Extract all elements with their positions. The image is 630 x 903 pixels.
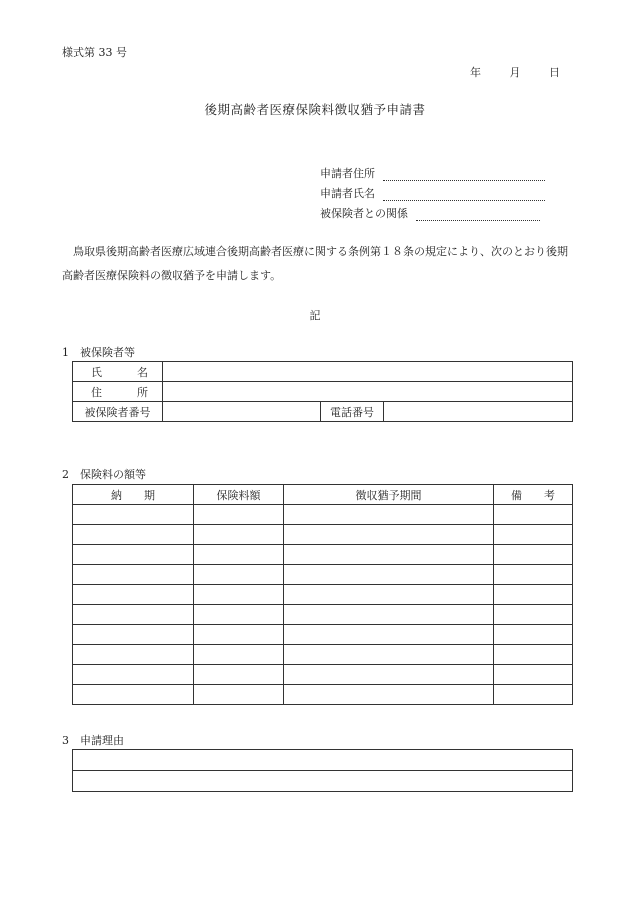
applicant-address-field[interactable] bbox=[383, 170, 545, 181]
applicant-relation-field[interactable] bbox=[416, 210, 540, 221]
due-date-cell[interactable] bbox=[73, 665, 194, 685]
deferral-period-cell[interactable] bbox=[284, 545, 494, 565]
premium-row bbox=[73, 665, 573, 685]
remarks-cell[interactable] bbox=[494, 585, 573, 605]
applicant-address-label: 申請者住所 bbox=[320, 167, 375, 180]
due-date-cell[interactable] bbox=[73, 565, 194, 585]
applicant-relation-label: 被保険者との関係 bbox=[320, 207, 408, 220]
insured-name-row bbox=[73, 362, 573, 382]
applicant-name-label: 申請者氏名 bbox=[320, 187, 375, 200]
insured-name-label-char1: 氏 bbox=[91, 365, 102, 379]
premium-row bbox=[73, 525, 573, 545]
premium-header-row bbox=[73, 485, 573, 505]
remarks-cell[interactable] bbox=[494, 565, 573, 585]
body-text-content: 鳥取県後期高齢者医療広域連合後期高齢者医療に関する条例第１８条の規定により、次のとおり後期高齢者医療保険料の徴収猶予を申請します。 bbox=[62, 245, 568, 282]
ki-mark: 記 bbox=[309, 309, 321, 322]
remarks-cell[interactable] bbox=[494, 545, 573, 565]
phone-field[interactable] bbox=[384, 402, 573, 422]
section-1-title: 被保険者等 bbox=[80, 346, 135, 359]
premium-row bbox=[73, 625, 573, 645]
date-year: 年 bbox=[470, 66, 481, 79]
premium-amount-cell[interactable] bbox=[194, 685, 284, 705]
phone-label: 電話番号 bbox=[321, 402, 384, 422]
remarks-cell[interactable] bbox=[494, 505, 573, 525]
date-line bbox=[470, 64, 560, 80]
premium-amount-cell[interactable] bbox=[194, 565, 284, 585]
due-date-cell[interactable] bbox=[73, 505, 194, 525]
premium-amount-cell[interactable] bbox=[194, 585, 284, 605]
section-2-number: 2 bbox=[62, 468, 69, 481]
deferral-period-cell[interactable] bbox=[284, 605, 494, 625]
insured-address-label-char1: 住 bbox=[91, 385, 102, 399]
premium-row bbox=[73, 505, 573, 525]
remarks-cell[interactable] bbox=[494, 645, 573, 665]
premium-amount-cell[interactable] bbox=[194, 525, 284, 545]
premium-amount-cell[interactable] bbox=[194, 605, 284, 625]
premium-row bbox=[73, 605, 573, 625]
premium-table bbox=[72, 484, 573, 705]
section-3-heading bbox=[62, 732, 124, 748]
remarks-cell[interactable] bbox=[494, 605, 573, 625]
insured-number-row bbox=[73, 402, 573, 422]
insured-address-row bbox=[73, 382, 573, 402]
due-date-cell[interactable] bbox=[73, 605, 194, 625]
premium-amount-cell[interactable] bbox=[194, 665, 284, 685]
deferral-period-cell[interactable] bbox=[284, 525, 494, 545]
date-day: 日 bbox=[549, 66, 560, 79]
premium-row bbox=[73, 645, 573, 665]
form-number: 様式第 33 号 bbox=[62, 46, 127, 59]
insured-number-label: 被保険者番号 bbox=[73, 402, 163, 422]
section-2-title: 保険料の額等 bbox=[80, 468, 146, 481]
due-date-cell[interactable] bbox=[73, 645, 194, 665]
due-date-cell[interactable] bbox=[73, 685, 194, 705]
col-due-date: 納 期 bbox=[73, 485, 194, 505]
insured-name-field[interactable] bbox=[163, 362, 573, 382]
reason-row bbox=[73, 771, 573, 792]
insured-address-label bbox=[73, 382, 163, 402]
reason-table bbox=[72, 749, 573, 792]
deferral-period-cell[interactable] bbox=[284, 565, 494, 585]
premium-row bbox=[73, 565, 573, 585]
due-date-cell[interactable] bbox=[73, 625, 194, 645]
premium-row bbox=[73, 685, 573, 705]
col-premium-amount: 保険料額 bbox=[194, 485, 284, 505]
remarks-cell[interactable] bbox=[494, 685, 573, 705]
reason-row bbox=[73, 750, 573, 771]
date-month: 月 bbox=[509, 66, 521, 79]
premium-row bbox=[73, 545, 573, 565]
due-date-cell[interactable] bbox=[73, 545, 194, 565]
insured-name-label bbox=[73, 362, 163, 382]
deferral-period-cell[interactable] bbox=[284, 585, 494, 605]
section-3-number: 3 bbox=[62, 734, 69, 747]
deferral-period-cell[interactable] bbox=[284, 665, 494, 685]
applicant-relation-row bbox=[320, 205, 540, 221]
section-3-title: 申請理由 bbox=[80, 734, 124, 747]
col-deferral-period: 徴収猶予期間 bbox=[284, 485, 494, 505]
insured-name-label-char2: 名 bbox=[137, 365, 148, 379]
section-1-number: 1 bbox=[62, 346, 69, 359]
insured-table bbox=[72, 361, 573, 422]
premium-amount-cell[interactable] bbox=[194, 625, 284, 645]
insured-number-field[interactable] bbox=[163, 402, 321, 422]
reason-field-line-1[interactable] bbox=[73, 750, 573, 771]
insured-address-label-char2: 所 bbox=[137, 385, 148, 399]
document-title: 後期高齢者医療保険料徴収猶予申請書 bbox=[204, 102, 426, 117]
due-date-cell[interactable] bbox=[73, 525, 194, 545]
applicant-name-field[interactable] bbox=[383, 190, 545, 201]
body-text bbox=[62, 240, 577, 288]
due-date-cell[interactable] bbox=[73, 585, 194, 605]
remarks-cell[interactable] bbox=[494, 525, 573, 545]
remarks-cell[interactable] bbox=[494, 625, 573, 645]
deferral-period-cell[interactable] bbox=[284, 685, 494, 705]
remarks-cell[interactable] bbox=[494, 665, 573, 685]
deferral-period-cell[interactable] bbox=[284, 505, 494, 525]
deferral-period-cell[interactable] bbox=[284, 645, 494, 665]
reason-field-line-2[interactable] bbox=[73, 771, 573, 792]
deferral-period-cell[interactable] bbox=[284, 625, 494, 645]
section-1-heading bbox=[62, 344, 135, 360]
section-2-heading bbox=[62, 466, 146, 482]
premium-amount-cell[interactable] bbox=[194, 645, 284, 665]
premium-row bbox=[73, 585, 573, 605]
applicant-address-row bbox=[320, 165, 545, 181]
premium-amount-cell[interactable] bbox=[194, 545, 284, 565]
premium-amount-cell[interactable] bbox=[194, 505, 284, 525]
insured-address-field[interactable] bbox=[163, 382, 573, 402]
applicant-name-row bbox=[320, 185, 545, 201]
col-remarks: 備 考 bbox=[494, 485, 573, 505]
